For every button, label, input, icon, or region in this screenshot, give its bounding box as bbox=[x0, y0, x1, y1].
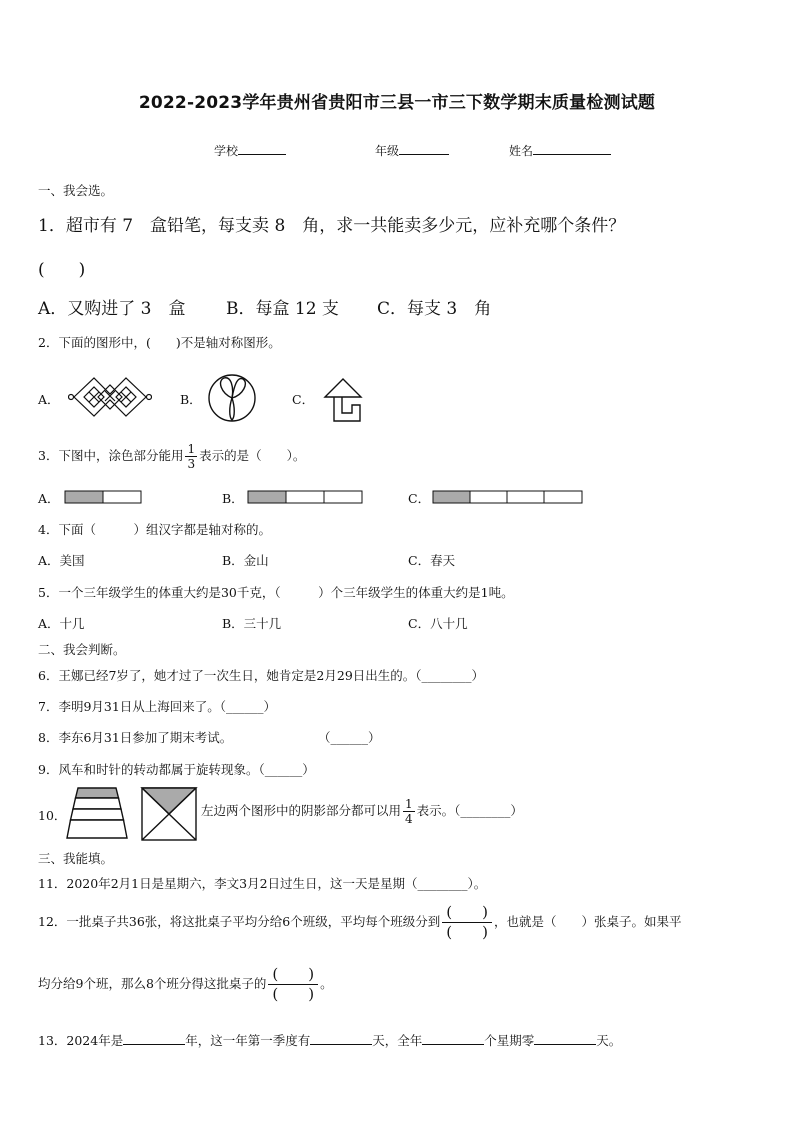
q13-part-b: 年，这一年第一季度有 bbox=[185, 1033, 311, 1048]
q12-frac1-num: ( ) bbox=[442, 905, 492, 923]
q13-blank-2[interactable] bbox=[310, 1031, 372, 1045]
knot-pattern-icon bbox=[68, 372, 152, 422]
bar-2-parts-icon bbox=[64, 490, 142, 504]
name-blank[interactable] bbox=[533, 141, 611, 155]
section1-heading: 一、我会选。 bbox=[38, 183, 114, 198]
grade-blank[interactable] bbox=[399, 141, 449, 155]
q12-part2: ，也就是（ ）张桌子。如果平 bbox=[494, 914, 682, 929]
q3-option-c: C． bbox=[408, 491, 431, 506]
q12-line2 bbox=[38, 967, 333, 1002]
q13-blank-3[interactable] bbox=[422, 1031, 484, 1045]
q8-text: 8．李东6月31日参加了期末考试。 bbox=[38, 730, 233, 745]
bar-4-parts-icon bbox=[432, 490, 584, 504]
circle-leaves-icon bbox=[207, 373, 257, 423]
q10-text bbox=[201, 798, 523, 825]
q3-fraction bbox=[185, 443, 197, 470]
q12-frac2-den: ( ) bbox=[272, 985, 315, 1003]
q3-option-b: B． bbox=[222, 491, 244, 506]
q10-fraction bbox=[403, 798, 415, 825]
q12-line1 bbox=[38, 905, 682, 940]
q12-frac1-den: ( ) bbox=[446, 923, 488, 941]
q9-text: 9．风车和时针的转动都属于旋转现象。（______） bbox=[38, 762, 315, 777]
q1-option-b: B．每盒 12 支 bbox=[226, 299, 339, 319]
q5-option-a: A．十几 bbox=[38, 616, 85, 631]
q12-fraction-blank-1[interactable] bbox=[442, 905, 492, 940]
q10-frac-num: 1 bbox=[405, 797, 413, 811]
q12-fraction-blank-2[interactable] bbox=[268, 967, 318, 1002]
q13-part-a: 13．2024年是 bbox=[38, 1033, 124, 1048]
q2-option-c: C． bbox=[292, 392, 315, 407]
q13-part-d: 个星期零 bbox=[484, 1033, 535, 1048]
q6-text: 6．王娜已经7岁了，她才过了一次生日，她肯定是2月29日出生的。（________） bbox=[38, 668, 485, 683]
trapezoid-stack-icon bbox=[64, 785, 130, 841]
q3-text-after: 表示的是（ ）。 bbox=[199, 448, 306, 463]
q2-option-a: A． bbox=[38, 392, 60, 407]
bar-3-parts-icon bbox=[247, 490, 363, 504]
q1-text: 1．超市有 7 盒铅笔，每支卖 8 角，求一共能卖多少元，应补充哪个条件？ bbox=[38, 216, 626, 236]
q4-option-c: C．春天 bbox=[408, 553, 456, 568]
q13-blank-4[interactable] bbox=[534, 1031, 596, 1045]
q3-option-a: A． bbox=[38, 491, 60, 506]
q12-part3: 均分给9个班，那么8个班分得这批桌子的 bbox=[38, 976, 267, 991]
q13-part-c: 天，全年 bbox=[372, 1033, 423, 1048]
q13-text bbox=[38, 1031, 621, 1049]
section3-heading: 三、我能填。 bbox=[38, 851, 114, 866]
q10-text-before: 左边两个图形中的阴影部分都可以用 bbox=[201, 803, 402, 818]
q2-option-b: B． bbox=[180, 392, 202, 407]
q3-text-before: 3．下图中，涂色部分能用 bbox=[38, 448, 184, 463]
name-label: 姓名 bbox=[509, 144, 534, 158]
q7-text: 7．李明9月31日从上海回来了。（______） bbox=[38, 699, 277, 714]
grade-label: 年级 bbox=[375, 144, 400, 158]
school-blank[interactable] bbox=[238, 141, 286, 155]
q4-option-a: A．美国 bbox=[38, 553, 85, 568]
q12-part1: 12．一批桌子共36张，将这批桌子平均分给6个班级，平均每个班级分到 bbox=[38, 914, 441, 929]
q1-paren: ( ) bbox=[38, 260, 86, 280]
q10-frac-den: 4 bbox=[405, 812, 413, 826]
name-field bbox=[509, 141, 611, 159]
school-label: 学校 bbox=[214, 144, 239, 158]
q13-blank-1[interactable] bbox=[123, 1031, 185, 1045]
q2-text: 2．下面的图形中，( )不是轴对称图形。 bbox=[38, 335, 281, 350]
arrow-shape-icon bbox=[322, 377, 364, 423]
q12-part4: 。 bbox=[320, 976, 333, 991]
section2-heading: 二、我会判断。 bbox=[38, 642, 126, 657]
square-diagonals-icon bbox=[140, 786, 198, 842]
school-field bbox=[214, 141, 286, 159]
q3-frac-num: 1 bbox=[187, 442, 196, 456]
q5-text: 5．一个三年级学生的体重大约是30千克，（ ）个三年级学生的体重大约是1吨。 bbox=[38, 585, 514, 600]
q10-text-after: 表示。（________） bbox=[416, 803, 523, 818]
q1-option-c: C．每支 3 角 bbox=[377, 299, 492, 319]
q5-option-b: B．三十几 bbox=[222, 616, 282, 631]
q4-option-b: B．金山 bbox=[222, 553, 269, 568]
q5-option-c: C．八十几 bbox=[408, 616, 468, 631]
page-title: 2022-2023学年贵州省贵阳市三县一市三下数学期末质量检测试题 bbox=[138, 93, 656, 113]
q1-option-a: A．又购进了 3 盒 bbox=[38, 299, 186, 319]
q4-text: 4．下面（ ）组汉字都是轴对称的。 bbox=[38, 522, 271, 537]
grade-field bbox=[375, 141, 449, 159]
q11-text: 11．2020年2月1日是星期六，李文3月2日过生日，这一天是星期（________）。 bbox=[38, 876, 487, 891]
q13-part-e: 天。 bbox=[596, 1033, 622, 1048]
q12-frac2-num: ( ) bbox=[268, 967, 318, 985]
q8-paren: （______） bbox=[318, 730, 381, 745]
q3-frac-den: 3 bbox=[187, 457, 196, 471]
q3-text bbox=[38, 443, 305, 470]
q10-label: 10． bbox=[38, 808, 67, 823]
